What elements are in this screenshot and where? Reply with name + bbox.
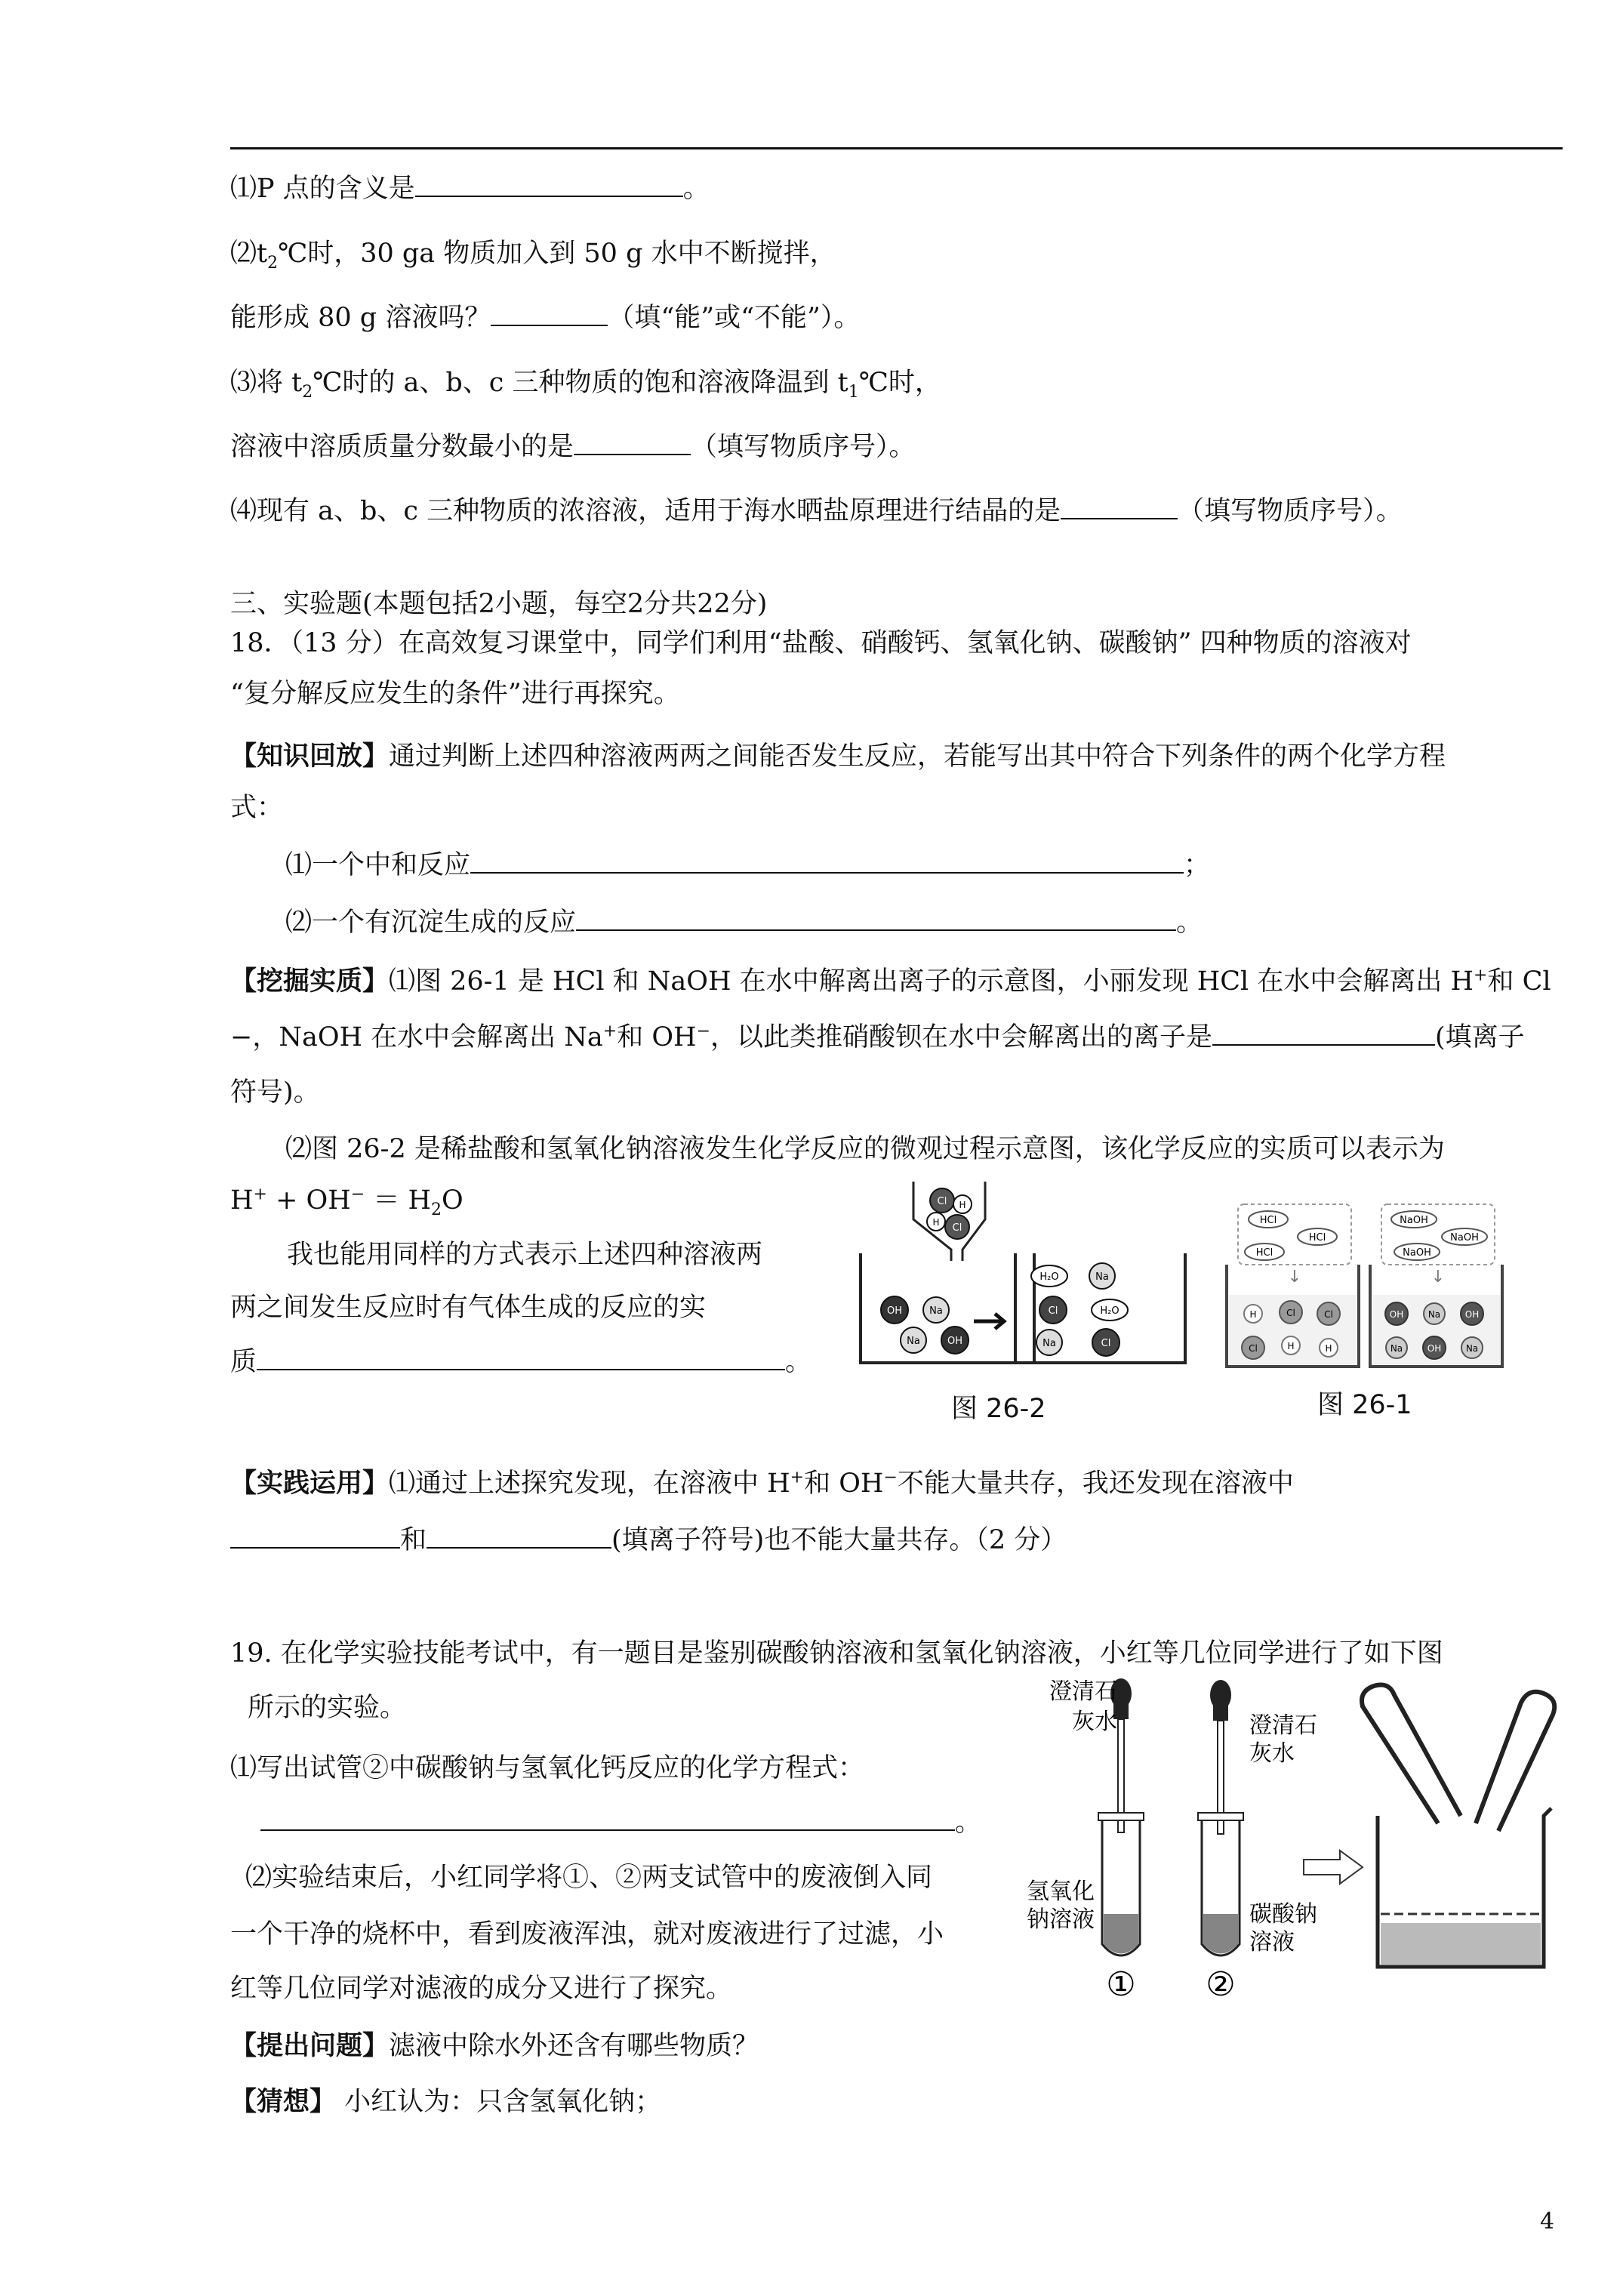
superscript: +: [790, 1468, 805, 1487]
page-number: 4: [1540, 2208, 1555, 2235]
ion-label: Na: [1465, 1343, 1479, 1354]
ion-label: H: [1325, 1343, 1332, 1354]
label-naoh: 钠溶液: [1027, 1906, 1095, 1933]
eq-oh: + OH: [266, 1185, 351, 1216]
review-tag: 【知识回放】: [230, 741, 390, 772]
practice-tag: 【实践运用】: [230, 1468, 390, 1499]
figure-26-2-caption: 图 26-2: [951, 1394, 1046, 1424]
header-rule: [230, 147, 1563, 149]
superscript: −: [696, 1022, 710, 1041]
figure-26-2: [853, 1178, 1193, 1382]
q17-p2-text: ⑵t: [230, 239, 268, 269]
molecule-label: NaOH: [1400, 1215, 1428, 1226]
q18-item2: [285, 906, 1203, 939]
q18-me3: [230, 1345, 812, 1379]
ion-label: OH: [947, 1336, 963, 1347]
dig2-rest: ，以此类推硝酸钡在水中会解离出的离子是: [710, 1022, 1213, 1052]
ion-label: Na: [1042, 1338, 1056, 1349]
q18-me2: 两之间发生反应时有气体生成的反应的实: [230, 1293, 707, 1323]
q17-p3-text: ⑶将 t: [230, 368, 303, 398]
q18-dig4: ⑵图 26-2 是稀盐酸和氢氧化钠溶液发生化学反应的微观过程示意图，该化学反应的实质可以表示为: [285, 1134, 1445, 1164]
ion-label: Na: [1390, 1343, 1403, 1354]
ion-label: H: [932, 1217, 940, 1228]
q19-s2b: 一个干净的烧杯中，看到废液浑浊，就对废液进行了过滤，小: [230, 1919, 944, 1949]
q18-dig2: [230, 1021, 1525, 1054]
superscript: −: [350, 1185, 365, 1204]
q17-p4-text: ⑷现有 a、b、c 三种物质的浓溶液，适用于海水晒盐原理进行结晶的是: [230, 496, 1061, 526]
q17-p3b-end: （填写物质序号）。: [691, 432, 916, 462]
q17-p2-rest: ℃时，30 ga 物质加入到 50 g 水中不断搅拌，: [278, 239, 836, 269]
q17-p3b-text: 溶液中溶质质量分数最小的是: [230, 432, 574, 462]
practice2-text: (填离子符号)也不能大量共存。（2 分）: [611, 1525, 1067, 1555]
label-na2co3: 溶液: [1249, 1929, 1295, 1955]
superscript: +: [1474, 966, 1488, 985]
dig1-end: 和 Cl: [1487, 966, 1551, 997]
pouring-tube-right: [1476, 1692, 1554, 1831]
q19-intro1: 19. 在化学实验技能考试中，有一题目是鉴别碳酸钠溶液和氢氧化钠溶液，小红等几位同学进行了如下图: [230, 1638, 1443, 1669]
q17-part4: [230, 495, 1403, 528]
q17-p1-text: ⑴P 点的含义是: [230, 174, 415, 204]
ion-label: H: [959, 1200, 966, 1210]
down-arrow-icon: ↓: [1287, 1268, 1302, 1287]
section-heading: 三、实验题(本题包括2小题，每空2分共22分): [230, 589, 768, 619]
answer-blank[interactable]: [470, 849, 1184, 874]
practice1-rest: 不能大量共存，我还发现在溶液中: [897, 1469, 1294, 1499]
superscript: +: [602, 1022, 617, 1041]
q17-p4-end: （填写物质序号）。: [1178, 496, 1403, 526]
answer-blank[interactable]: [260, 1807, 955, 1831]
tube-number: ①: [1106, 1965, 1136, 2004]
beaker-liquid: [1381, 1923, 1541, 1965]
eq-equals: ＝ H: [365, 1185, 431, 1216]
q18-intro2: “复分解反应发生的条件”进行再探究。: [230, 679, 680, 709]
superscript: +: [253, 1185, 267, 1204]
q17-part1: [230, 172, 710, 205]
q18-practice2: [230, 1524, 1067, 1557]
q18-practice1: [230, 1467, 1294, 1500]
dig2-mid: 和 OH: [617, 1022, 697, 1052]
ion-label: Cl: [937, 1196, 947, 1207]
label-lime-water: 灰水: [1072, 1709, 1117, 1735]
q18-intro1: 18．（13 分）在高效复习课堂中，同学们利用“盐酸、硝酸钙、氢氧化钠、碳酸钠” 四种物质的溶液对: [230, 628, 1412, 658]
q19-ask: [230, 2029, 759, 2063]
q17-p3-mid: ℃时的 a、b、c 三种物质的饱和溶液降温到 t: [313, 368, 848, 398]
ion-label: OH: [886, 1305, 903, 1317]
q19-intro2: 所示的实验。: [248, 1693, 407, 1723]
item1-text: ⑴一个中和反应: [285, 850, 471, 880]
ask-tag: 【提出问题】: [230, 2030, 390, 2061]
q18-review: [230, 740, 1446, 773]
eq-o: O: [441, 1185, 463, 1216]
ion-label: Cl: [1101, 1338, 1111, 1349]
guess-tag: 【猜想】: [230, 2086, 337, 2117]
practice1-mid: 和 OH: [804, 1469, 884, 1499]
q17-part2: [230, 237, 836, 273]
superscript: −: [883, 1468, 898, 1487]
s1-end: 。: [955, 1808, 982, 1838]
dig-tag: 【挖掘实质】: [230, 966, 390, 997]
ion-label: Cl: [1324, 1309, 1333, 1320]
answer-blank[interactable]: [257, 1346, 785, 1370]
ion-label: OH: [1427, 1343, 1442, 1354]
ion-label: Cl: [1249, 1343, 1258, 1354]
down-arrow-icon: ↓: [1431, 1268, 1446, 1287]
figure-26-1: [1219, 1200, 1506, 1382]
ion-label: H: [1249, 1309, 1257, 1320]
molecule-label: HCl: [1255, 1247, 1273, 1259]
answer-blank[interactable]: [230, 1524, 400, 1549]
q18-review2: 式：: [230, 793, 284, 823]
eq-h: H: [230, 1185, 254, 1216]
q18-me1: 我也能用同样的方式表示上述四种溶液两: [287, 1240, 763, 1270]
subscript: 1: [848, 383, 859, 402]
molecule-label: NaOH: [1450, 1232, 1479, 1244]
q18-dig3: 符号)。: [230, 1077, 320, 1108]
ion-label: Na: [1427, 1309, 1441, 1320]
q17-p3-end: ℃时，: [858, 368, 941, 398]
arrow-icon: [974, 1314, 1004, 1329]
subscript: 2: [267, 254, 279, 273]
tube-liquid: [1104, 1914, 1138, 1954]
practice2-and: 和: [400, 1525, 427, 1555]
ion-label: Na: [1095, 1271, 1109, 1283]
q19-s1: ⑴写出试管②中碳酸钠与氢氧化钙反应的化学方程式：: [230, 1753, 865, 1783]
q17-p2b-end: （填“能”或“不能”）。: [608, 303, 861, 333]
q17-p1-end: 。: [682, 174, 710, 204]
dig1-text: ⑴图 26-1 是 HCl 和 NaOH 在水中解离出离子的示意图，小丽发现 HCl 在水中会解离出 H: [389, 966, 1474, 997]
q17-p2b-text: 能形成 80 g 溶液吗？: [230, 303, 491, 333]
ion-label: H: [1287, 1341, 1295, 1351]
ion-label: Cl: [1048, 1305, 1058, 1317]
label-lime-water: 灰水: [1249, 1740, 1295, 1767]
answer-blank[interactable]: [1061, 495, 1178, 519]
label-naoh: 氢氧化: [1027, 1878, 1095, 1905]
answer-blank[interactable]: [1212, 1022, 1435, 1046]
q17-part3: [230, 366, 941, 402]
molecule-label: HCl: [1308, 1232, 1326, 1244]
ion-label: OH: [1389, 1309, 1404, 1320]
me3-text: 质: [230, 1347, 257, 1377]
dig2-end: (填离子: [1435, 1022, 1525, 1052]
subscript: 2: [430, 1200, 442, 1219]
tube-lip: [1098, 1813, 1144, 1820]
label-lime-water: 澄清石: [1249, 1712, 1317, 1739]
pouring-tube-left: [1362, 1685, 1461, 1824]
item2-text: ⑵一个有沉淀生成的反应: [285, 908, 577, 938]
q18-item1: [285, 849, 1210, 882]
q17-part2b: [230, 301, 860, 334]
q18-dig1: [230, 965, 1551, 998]
ion-label: Cl: [1286, 1308, 1295, 1318]
ion-label: H₂O: [1039, 1271, 1059, 1283]
ask-text: 滤液中除水外还含有哪些物质？: [389, 2031, 759, 2061]
ion-label: Na: [907, 1336, 920, 1347]
label-lime-water: 澄清石: [1049, 1678, 1117, 1705]
ion-label: Na: [929, 1305, 943, 1317]
molecule-label: HCl: [1259, 1215, 1277, 1226]
tube-liquid: [1203, 1914, 1238, 1954]
q18-equation: [230, 1184, 463, 1217]
review-text: 通过判断上述四种溶液两两之间能否发生反应，若能写出其中符合下列条件的两个化学方程: [389, 741, 1446, 772]
arrow-icon: [1304, 1851, 1363, 1884]
answer-blank[interactable]: [427, 1524, 611, 1549]
answer-blank[interactable]: [491, 302, 608, 326]
tube-lip: [1198, 1813, 1243, 1820]
q19-s2a: ⑵实验结束后，小红同学将①、②两支试管中的废液倒入同: [245, 1863, 933, 1893]
q19-s1-answer: [260, 1806, 981, 1839]
ion-label: OH: [1464, 1309, 1480, 1320]
item2-end: 。: [1176, 908, 1203, 938]
answer-blank[interactable]: [574, 431, 691, 455]
figure-26-1-caption: 图 26-1: [1317, 1390, 1412, 1420]
q17-part3b: [230, 430, 916, 464]
q19-figure: [1008, 1672, 1581, 2005]
guess-text: 小红认为：只含氢氧化钠；: [336, 2087, 662, 2117]
dig2-text: −，NaOH 在水中会解离出 Na: [230, 1022, 603, 1052]
answer-blank[interactable]: [415, 173, 683, 197]
dropper-collar: [1213, 1706, 1228, 1721]
subscript: 2: [302, 383, 313, 402]
me3-end: 。: [785, 1347, 812, 1377]
ion-label: H₂O: [1100, 1305, 1119, 1317]
label-na2co3: 碳酸钠: [1249, 1901, 1317, 1928]
ion-label: Cl: [952, 1222, 962, 1234]
practice1-text: ⑴通过上述探究发现，在溶液中 H: [389, 1469, 790, 1499]
item1-end: ；: [1184, 850, 1211, 880]
q19-guess: [230, 2085, 661, 2119]
q19-s2c: 红等几位同学对滤液的成分又进行了探究。: [230, 1974, 733, 2004]
answer-blank[interactable]: [576, 907, 1176, 931]
molecule-label: NaOH: [1403, 1247, 1431, 1259]
tube-number: ②: [1206, 1965, 1236, 2004]
